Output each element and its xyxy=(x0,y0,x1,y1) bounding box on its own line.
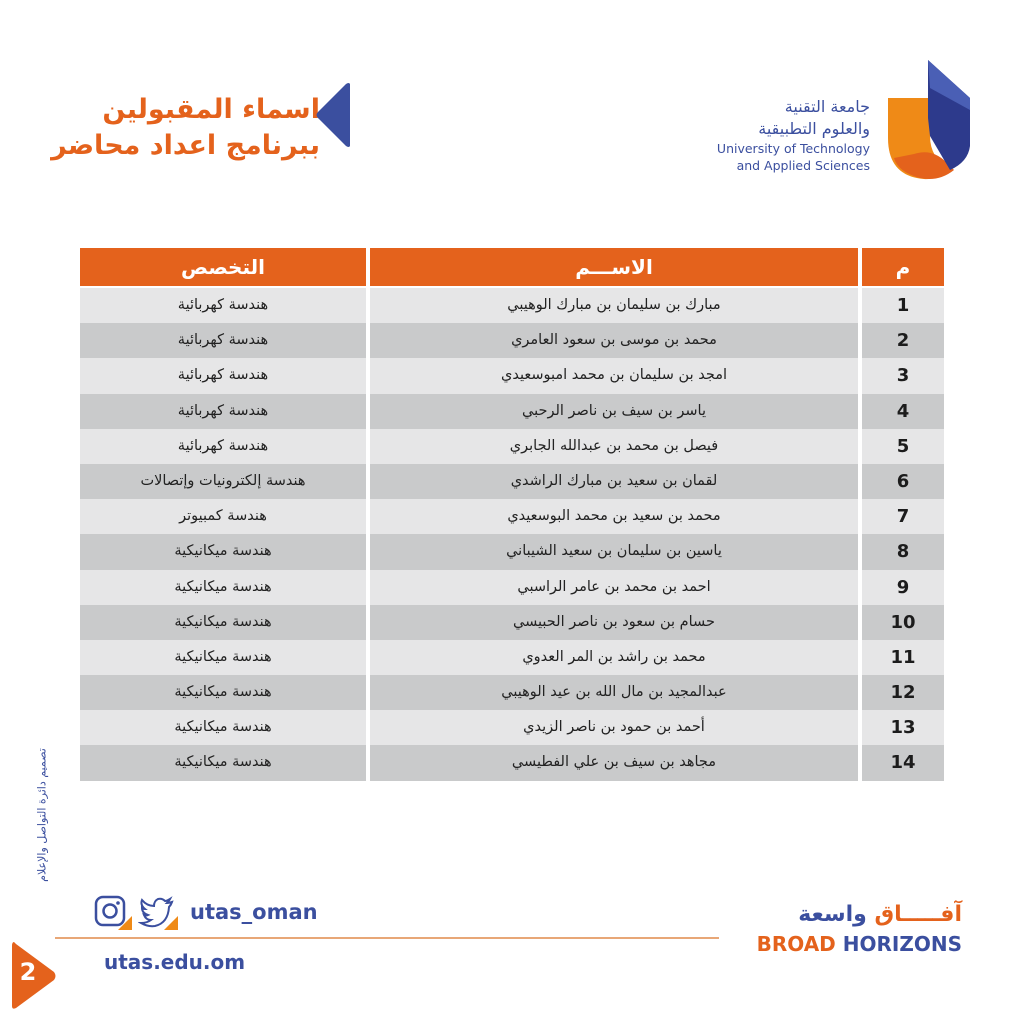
instagram-icon[interactable] xyxy=(92,894,132,930)
number-cell: 1 xyxy=(862,288,944,323)
table-row xyxy=(80,640,944,675)
table-row xyxy=(80,429,944,464)
name-cell: امجد بن سليمان بن محمد امبوسعيدي xyxy=(370,358,858,393)
number-cell: 7 xyxy=(862,499,944,534)
number-cell: 8 xyxy=(862,534,944,569)
university-name-ar-1: جامعة التقنية xyxy=(784,97,870,116)
brand-english-part1: BROAD xyxy=(756,932,836,956)
website-link[interactable]: utas.edu.om xyxy=(104,950,246,974)
social-links xyxy=(92,894,318,930)
specialty-cell: هندسة كهربائية xyxy=(80,323,366,358)
specialty-cell: هندسة كهربائية xyxy=(80,429,366,464)
name-cell: لقمان بن سعيد بن مبارك الراشدي xyxy=(370,464,858,499)
name-cell: ياسر بن سيف بن ناصر الرحبي xyxy=(370,394,858,429)
accepted-list-table xyxy=(80,248,944,781)
specialty-cell: هندسة ميكانيكية xyxy=(80,570,366,605)
twitter-icon[interactable] xyxy=(138,894,178,930)
table-row xyxy=(80,358,944,393)
footer-divider xyxy=(55,937,719,939)
broad-horizons-logo xyxy=(740,900,962,958)
brand-english xyxy=(740,930,962,958)
specialty-cell: هندسة كهربائية xyxy=(80,394,366,429)
name-cell: محمد بن راشد بن المر العدوي xyxy=(370,640,858,675)
number-cell: 13 xyxy=(862,710,944,745)
social-handle[interactable]: utas_oman xyxy=(190,900,318,924)
university-name xyxy=(660,96,870,174)
number-cell: 9 xyxy=(862,570,944,605)
name-cell: احمد بن محمد بن عامر الراسبي xyxy=(370,570,858,605)
university-name-ar-2: والعلوم التطبيقية xyxy=(758,119,870,138)
number-cell: 2 xyxy=(862,323,944,358)
university-name-en-1: University of Technology xyxy=(716,141,870,156)
specialty-cell: هندسة كمبيوتر xyxy=(80,499,366,534)
university-logo-icon xyxy=(884,58,976,182)
table-row xyxy=(80,745,944,780)
table-row xyxy=(80,288,944,323)
design-credit-text: تصميم دائرة التواصل والإعلام xyxy=(35,748,49,882)
specialty-cell: هندسة ميكانيكية xyxy=(80,640,366,675)
brand-arabic xyxy=(740,900,962,930)
name-cell: حسام بن سعود بن ناصر الحبيسي xyxy=(370,605,858,640)
number-cell: 14 xyxy=(862,745,944,780)
table-row xyxy=(80,534,944,569)
name-cell: مبارك بن سليمان بن مبارك الوهيبي xyxy=(370,288,858,323)
page-title xyxy=(40,92,320,164)
page-number: 2 xyxy=(19,958,37,986)
specialty-cell: هندسة إلكترونيات وإتصالات xyxy=(80,464,366,499)
table-row xyxy=(80,605,944,640)
design-credit xyxy=(12,730,72,900)
specialty-cell: هندسة ميكانيكية xyxy=(80,675,366,710)
title-line-2: ببرنامج اعداد محاضر xyxy=(51,130,320,161)
number-cell: 12 xyxy=(862,675,944,710)
university-name-en-2: and Applied Sciences xyxy=(736,158,870,173)
number-cell: 4 xyxy=(862,394,944,429)
header-name: الاســـم xyxy=(575,255,653,279)
name-cell: مجاهد بن سيف بن علي الفطيسي xyxy=(370,745,858,780)
specialty-cell: هندسة كهربائية xyxy=(80,358,366,393)
title-arrow-icon xyxy=(314,82,354,148)
specialty-cell: هندسة ميكانيكية xyxy=(80,710,366,745)
number-cell: 6 xyxy=(862,464,944,499)
name-cell: أحمد بن حمود بن ناصر الزيدي xyxy=(370,710,858,745)
name-cell: عبدالمجيد بن مال الله بن عيد الوهيبي xyxy=(370,675,858,710)
name-cell: محمد بن موسى بن سعود العامري xyxy=(370,323,858,358)
specialty-cell: هندسة ميكانيكية xyxy=(80,605,366,640)
header-specialty: التخصص xyxy=(181,255,265,279)
number-cell: 5 xyxy=(862,429,944,464)
table-body xyxy=(80,286,944,781)
number-cell: 11 xyxy=(862,640,944,675)
header-number: م xyxy=(895,255,911,279)
title-line-1: اسماء المقبولين xyxy=(102,94,320,125)
name-cell: ياسين بن سليمان بن سعيد الشيباني xyxy=(370,534,858,569)
table-row xyxy=(80,570,944,605)
brand-arabic-part2: واسعة xyxy=(798,902,867,927)
table-row xyxy=(80,323,944,358)
number-cell: 10 xyxy=(862,605,944,640)
table-row xyxy=(80,675,944,710)
brand-english-part2: HORIZONS xyxy=(842,932,962,956)
name-cell: محمد بن سعيد بن محمد البوسعيدي xyxy=(370,499,858,534)
number-cell: 3 xyxy=(862,358,944,393)
specialty-cell: هندسة كهربائية xyxy=(80,288,366,323)
name-cell: فيصل بن محمد بن عبدالله الجابري xyxy=(370,429,858,464)
table-row xyxy=(80,394,944,429)
table-row xyxy=(80,710,944,745)
table-row xyxy=(80,499,944,534)
table-header xyxy=(80,248,944,286)
table-row xyxy=(80,464,944,499)
specialty-cell: هندسة ميكانيكية xyxy=(80,534,366,569)
brand-arabic-part1: آفـــــاق xyxy=(874,902,962,927)
specialty-cell: هندسة ميكانيكية xyxy=(80,745,366,780)
